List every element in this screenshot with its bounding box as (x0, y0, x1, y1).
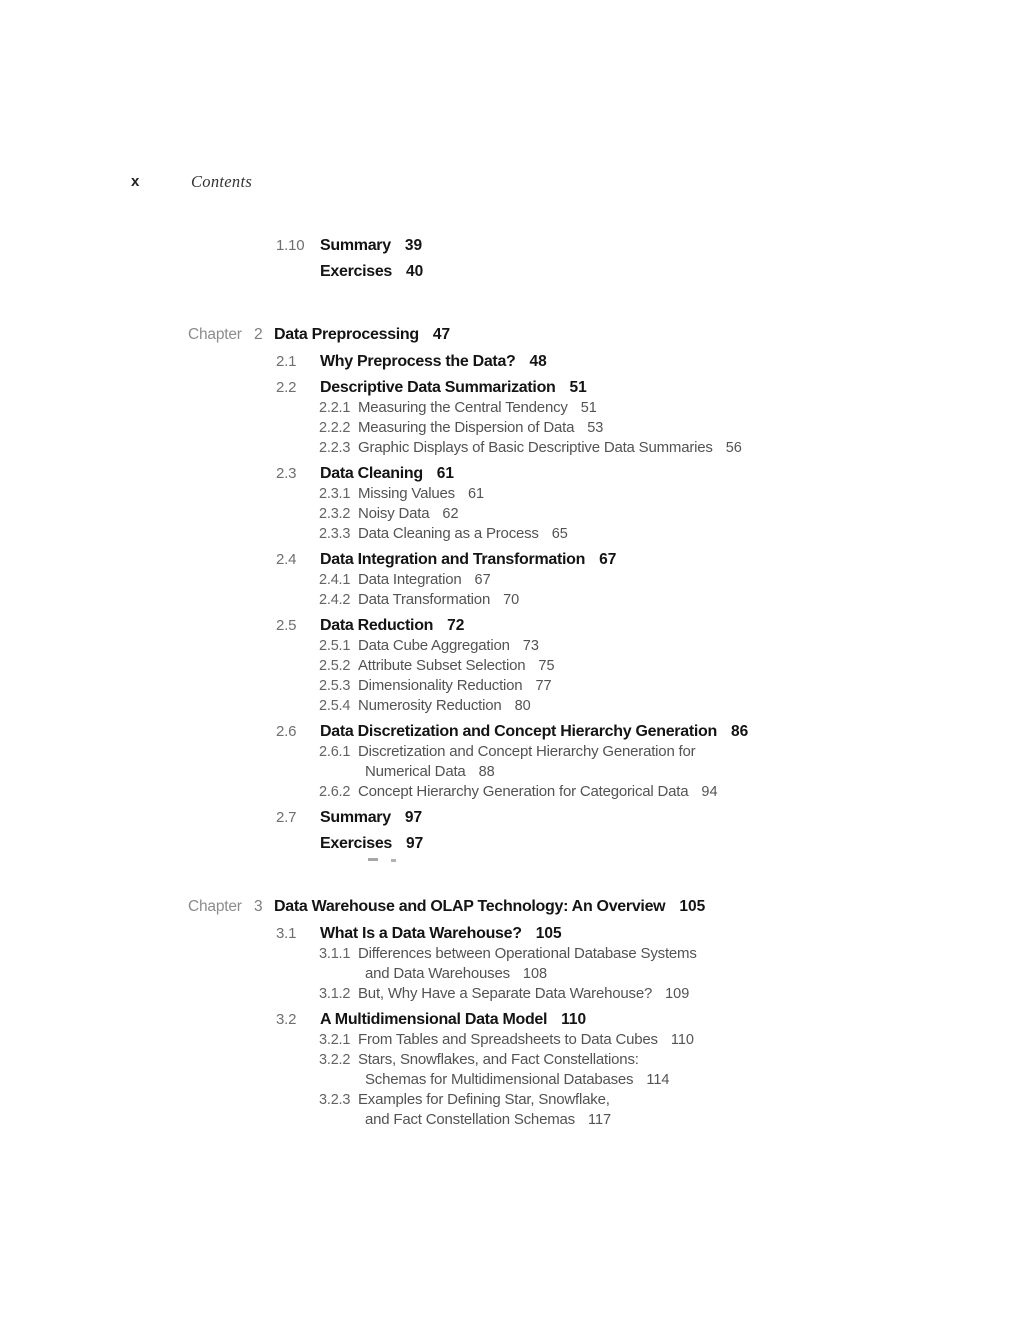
subsection-number: 2.5.1 (319, 638, 351, 654)
subsection-page-ref: 108 (522, 966, 548, 982)
subsection-number: 2.3.3 (319, 526, 351, 542)
subsection-page-ref: 73 (522, 638, 539, 654)
subsection-page-ref: 110 (670, 1032, 694, 1048)
chapter-page-ref: 47 (432, 326, 451, 343)
subsection-title: Graphic Displays of Basic Descriptive Data Summaries (358, 439, 713, 456)
section-number: 2.1 (276, 353, 297, 370)
subsection-page-ref: 94 (701, 784, 718, 800)
subsection-number: 3.2.2 (319, 1052, 351, 1068)
toc-row-2.4 (0, 549, 1020, 570)
subsection-title: Attribute Subset Selection (358, 657, 526, 674)
scan-artifact-dash (391, 859, 396, 862)
section-title: What Is a Data Warehouse? (320, 925, 522, 942)
section-page-ref: 97 (406, 835, 424, 852)
subsection-number: 2.5.2 (319, 658, 351, 674)
toc-row-3.2 (0, 1009, 1020, 1030)
section-title: Why Preprocess the Data? (320, 353, 516, 370)
toc-row-3.2.2-continuation (0, 1070, 1020, 1090)
subsection-title: Stars, Snowflakes, and Fact Constellations: (358, 1051, 639, 1068)
section-number: 3.1 (276, 925, 297, 942)
toc-row-2.4.1 (0, 570, 1020, 590)
subsection-number: 2.2.3 (319, 440, 351, 456)
subsection-page-ref: 109 (665, 986, 690, 1002)
subsection-page-ref: 114 (646, 1072, 670, 1088)
toc-row-3.1.1-continuation (0, 964, 1020, 984)
toc-row-2.6.2 (0, 782, 1020, 802)
toc-row-2.6 (0, 721, 1020, 742)
section-page-ref: 39 (404, 237, 423, 254)
section-number: 3.2 (276, 1011, 297, 1028)
subsection-number: 2.4.2 (319, 592, 351, 608)
toc-row-2.5.4 (0, 696, 1020, 716)
subsection-title: Missing Values (358, 485, 455, 502)
subsection-title: From Tables and Spreadsheets to Data Cubes (358, 1031, 658, 1048)
section-number: 1.10 (276, 237, 305, 254)
subsection-number: 2.2.2 (319, 420, 351, 436)
subsection-page-ref: 117 (587, 1112, 612, 1128)
toc-row-2.6.1-continuation (0, 762, 1020, 782)
subsection-page-ref: 62 (442, 506, 459, 522)
subsection-number: 3.2.3 (319, 1092, 351, 1108)
section-page-ref: 72 (447, 617, 465, 634)
subsection-title: Numerosity Reduction (358, 697, 502, 714)
subsection-title: But, Why Have a Separate Data Warehouse? (358, 985, 653, 1002)
section-page-ref: 86 (730, 723, 749, 740)
subsection-title-continuation: Numerical Data (365, 763, 466, 780)
subsection-title: Examples for Defining Star, Snowflake, (358, 1091, 610, 1108)
subsection-title: Noisy Data (358, 505, 430, 522)
subsection-title: Measuring the Dispersion of Data (358, 419, 575, 436)
subsection-number: 3.2.1 (319, 1032, 351, 1048)
toc-row-2.2.2 (0, 418, 1020, 438)
subsection-number: 2.5.3 (319, 678, 351, 694)
toc-row-2.3.1 (0, 484, 1020, 504)
subsection-page-ref: 75 (538, 658, 555, 674)
subsection-title: Data Integration (358, 571, 462, 588)
subsection-title: Concept Hierarchy Generation for Categorical Data (358, 783, 689, 800)
toc-row-3.1.2 (0, 984, 1020, 1004)
section-page-ref: 51 (569, 379, 587, 396)
section-number: 2.7 (276, 809, 297, 826)
subsection-title: Dimensionality Reduction (358, 677, 523, 694)
toc-row-3 (0, 896, 1020, 918)
toc-row-2.7 (0, 807, 1020, 828)
toc-row-3.2.2 (0, 1050, 1020, 1070)
toc-row-2.2.1 (0, 398, 1020, 418)
section-page-ref: 97 (404, 809, 423, 826)
section-number: 2.4 (276, 551, 297, 568)
subsection-title: Differences between Operational Database Systems (358, 945, 697, 962)
subsection-title-continuation: and Fact Constellation Schemas (365, 1111, 575, 1128)
subsection-title: Data Transformation (358, 591, 491, 608)
toc-row-3.1.1 (0, 944, 1020, 964)
toc-row-3.2.3-continuation (0, 1110, 1020, 1130)
subsection-number: 3.1.1 (319, 946, 351, 962)
toc-row-2.3.2 (0, 504, 1020, 524)
section-page-ref: 105 (535, 925, 562, 942)
subsection-number: 2.4.1 (319, 572, 351, 588)
toc-row-exercises (0, 833, 1020, 854)
chapter-number: 2 (254, 326, 263, 343)
subsection-page-ref: 77 (535, 678, 552, 694)
section-title: Data Discretization and Concept Hierarchy Generation (320, 723, 717, 740)
section-page-ref: 48 (529, 353, 547, 370)
subsection-page-ref: 51 (580, 400, 597, 416)
section-title: Data Cleaning (320, 465, 423, 482)
subsection-title: Data Cleaning as a Process (358, 525, 539, 542)
running-head (0, 172, 1020, 194)
subsection-number: 2.5.4 (319, 698, 351, 714)
toc-row-2.4.2 (0, 590, 1020, 610)
subsection-page-ref: 70 (503, 592, 520, 608)
subsection-number: 2.3.1 (319, 486, 351, 502)
subsection-title: Data Cube Aggregation (358, 637, 510, 654)
toc-row-3.2.1 (0, 1030, 1020, 1050)
subsection-number: 2.2.1 (319, 400, 351, 416)
toc-row-2.3.3 (0, 524, 1020, 544)
chapter-title: Data Warehouse and OLAP Technology: An Overview (274, 898, 666, 915)
toc-row-3.1 (0, 923, 1020, 944)
subsection-page-ref: 67 (474, 572, 491, 588)
page-number-label: x (131, 173, 140, 190)
section-page-ref: 40 (406, 263, 424, 280)
section-title: Data Reduction (320, 617, 434, 634)
chapter-word: Chapter (188, 326, 242, 343)
section-title: Exercises (320, 835, 393, 852)
scan-artifact-dash (368, 858, 378, 861)
subsection-page-ref: 80 (514, 698, 531, 714)
section-page-ref: 110 (561, 1011, 587, 1028)
subsection-page-ref: 56 (725, 440, 742, 456)
toc-row-2.2 (0, 377, 1020, 398)
subsection-title-continuation: Schemas for Multidimensional Databases (365, 1071, 634, 1088)
subsection-number: 2.6.1 (319, 744, 351, 760)
toc-row-2 (0, 324, 1020, 346)
subsection-number: 2.3.2 (319, 506, 351, 522)
subsection-page-ref: 61 (467, 486, 485, 502)
subsection-page-ref: 53 (587, 420, 604, 436)
section-page-ref: 61 (436, 465, 455, 482)
section-number: 2.3 (276, 465, 297, 482)
subsection-page-ref: 65 (551, 526, 568, 542)
chapter-page-ref: 105 (679, 898, 706, 915)
section-page-ref: 67 (599, 551, 617, 568)
section-title: Exercises (320, 263, 393, 280)
toc-row-2.6.1 (0, 742, 1020, 762)
toc-row-2.2.3 (0, 438, 1020, 458)
subsection-number: 3.1.2 (319, 986, 351, 1002)
toc-row-exercises (0, 261, 1020, 282)
scan-artifact (0, 858, 1020, 862)
chapter-word: Chapter (188, 898, 242, 915)
toc-row-2.5.3 (0, 676, 1020, 696)
section-number: 2.2 (276, 379, 297, 396)
toc-row-2.5 (0, 615, 1020, 636)
toc-row-2.5.1 (0, 636, 1020, 656)
toc-row-1.10 (0, 235, 1020, 256)
toc-row-3.2.3 (0, 1090, 1020, 1110)
subsection-title: Measuring the Central Tendency (358, 399, 568, 416)
section-number: 2.5 (276, 617, 297, 634)
section-title: Summary (320, 809, 391, 826)
chapter-title: Data Preprocessing (274, 326, 419, 343)
section-number: 2.6 (276, 723, 297, 740)
toc-row-2.5.2 (0, 656, 1020, 676)
section-title: Data Integration and Transformation (320, 551, 586, 568)
toc-row-2.3 (0, 463, 1020, 484)
subsection-number: 2.6.2 (319, 784, 351, 800)
subsection-page-ref: 88 (478, 764, 495, 780)
section-title: Descriptive Data Summarization (320, 379, 556, 396)
section-title: Summary (320, 237, 391, 254)
section-title: A Multidimensional Data Model (320, 1011, 548, 1028)
subsection-title: Discretization and Concept Hierarchy Generation for (358, 743, 696, 760)
chapter-number: 3 (254, 898, 263, 915)
contents-heading: Contents (191, 172, 253, 191)
subsection-title-continuation: and Data Warehouses (365, 965, 510, 982)
toc-row-2.1 (0, 351, 1020, 372)
toc-list (0, 230, 1020, 1130)
